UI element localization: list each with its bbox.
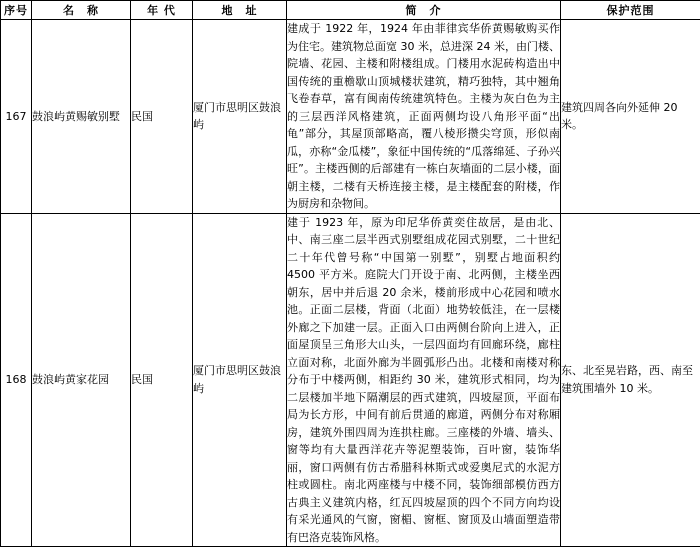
cell-era: 民国 bbox=[131, 213, 193, 547]
cell-name: 鼓浪屿黄家花园 bbox=[32, 213, 131, 547]
cell-scope: 建筑四周各向外延伸 20 米。 bbox=[561, 20, 700, 214]
cell-name: 鼓浪屿黄赐敏别墅 bbox=[32, 20, 131, 214]
cell-no: 167 bbox=[1, 20, 32, 214]
cell-no: 168 bbox=[1, 213, 32, 547]
header-era: 年 代 bbox=[131, 1, 193, 20]
cell-address: 厦门市思明区鼓浪屿 bbox=[193, 213, 287, 547]
table-row bbox=[1, 20, 700, 214]
cell-scope: 东、北至晃岩路，西、南至建筑围墙外 10 米。 bbox=[561, 213, 700, 547]
cell-address: 厦门市思明区鼓浪屿 bbox=[193, 20, 287, 214]
cell-intro: 建成于 1922 年，1924 年由菲律宾华侨黄赐敏购买作为住宅。建筑物总面宽 30 米，总进深 24 米，由门楼、院墙、花园、主楼和附楼组成。门楼用水泥砖构造出中国传统的重檐歇山顶城楼状建筑，精巧独特，其中翘角飞卷春草，富有闽南传统建筑特色。主楼为灰白色为主的三层西洋风格建筑，正面两侧均设八角形平面“出龟”部分，其屋顶部略高，覆八棱形攒尖穹顶，形似南瓜，亦称“金瓜楼”，象征中国传统的“瓜落绵延、子孙兴旺”。主楼西侧的后部建有一栋白灰墙面的二层小楼，面朝主楼，二楼有天桥连接主楼，是主楼配套的附楼，作为厨房和杂物间。 bbox=[287, 20, 561, 214]
cell-intro: 建于 1923 年，原为印尼华侨黄奕住故居，是由北、中、南三座二层半西式别墅组成花园式别墅，二十世纪二十年代曾号称“中国第一别墅”，别墅占地面积约 4500 平方米。庭院大门开设于南、北两侧，主楼坐西朝东，居中并后退 20 余米，楼前形成中心花园和喷水池。正面二层楼，背面（北面）地势较低洼，在一层楼外廊之下加建一层。正面入口由两侧台阶向上进入，正面屋顶呈三角形大山头，一层四面均有回廊环绕，廊柱立面对称，北面外廊为半圆弧形凸出。北楼和南楼对称分布于中楼两侧，相距约 30 米，建筑形式相同，均为二层楼加半地下隔潮层的西式建筑，四坡屋顶，平面布局为长方形，中间有前后贯通的廊道，两侧分布对称厢房，建筑外围四周为连拱柱廊。三座楼的外墙、墙头、窗等均有大量西洋花卉等泥塑装饰，百叶窗，装饰华丽，窗口两侧有仿古希腊科林斯式或爱奥尼式的水泥方柱或圆柱。南北两座楼与中楼不同，装饰细部模仿西方古典主义建筑内格，红瓦四坡屋顶的四个不同方向均设有采光通风的气窗，窗楣、窗框、窗顶及山墙面塑造带有巴洛克装饰风格。 bbox=[287, 213, 561, 547]
cell-era: 民国 bbox=[131, 20, 193, 214]
header-no: 序号 bbox=[1, 1, 32, 20]
header-address: 地 址 bbox=[193, 1, 287, 20]
header-scope: 保护范围 bbox=[561, 1, 700, 20]
table-header-row bbox=[1, 1, 700, 20]
header-intro: 简 介 bbox=[287, 1, 561, 20]
header-name: 名 称 bbox=[32, 1, 131, 20]
table-row bbox=[1, 213, 700, 547]
